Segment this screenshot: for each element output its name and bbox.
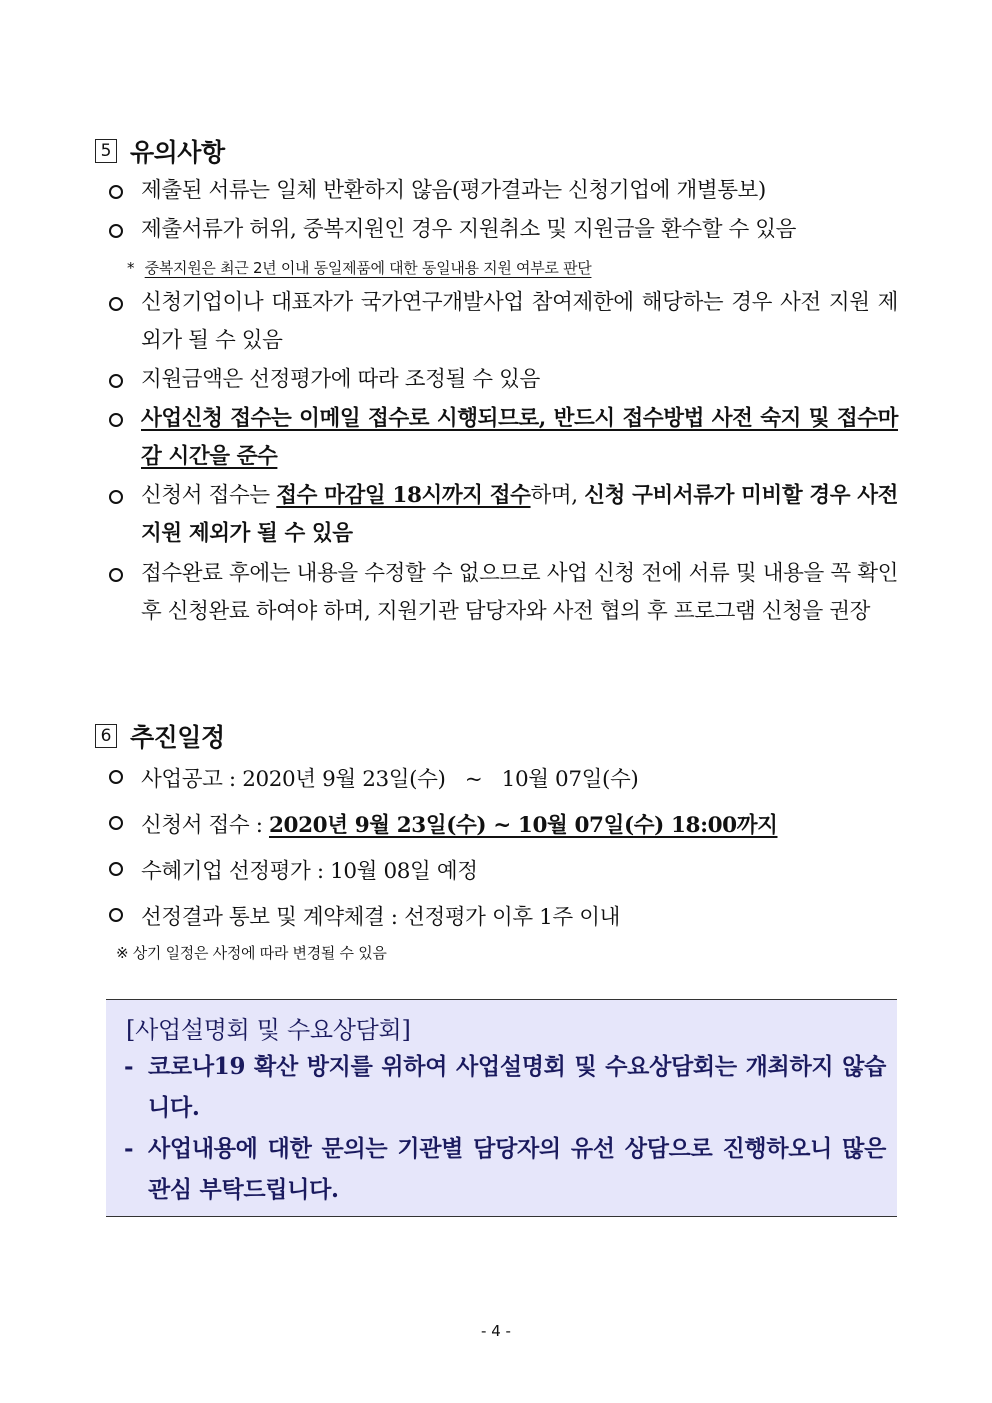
- footnote: [127, 257, 591, 278]
- schedule-item: 수혜기업 선정평가 : 10월 08일 예정: [108, 854, 478, 885]
- notice-item: - 코로나19 확산 방지를 위하여 사업설명회 및 수요상담회는 개최하지 않습니다.: [124, 1046, 886, 1128]
- list-item: 지원금액은 선정평가에 따라 조정될 수 있음: [108, 361, 898, 399]
- section-number-box: 5: [95, 139, 117, 163]
- circle-bullet-icon: [109, 908, 123, 922]
- schedule-item: 사업공고 : 2020년 9월 23일(수) ~ 10월 07일(수): [108, 762, 638, 793]
- circle-bullet-icon: [109, 568, 123, 582]
- page-number: - 4 -: [481, 1322, 511, 1340]
- schedule-item: 신청서 접수 : 2020년 9월 23일(수) ~ 10월 07일(수) 18:00까지: [108, 808, 777, 839]
- list-item: 제출된 서류는 일체 반환하지 않음(평가결과는 신청기업에 개별통보): [108, 172, 898, 210]
- notice-item: - 사업내용에 대한 문의는 기관별 담당자의 유선 상담으로 진행하오니 많은 관심 부탁드립니다.: [124, 1128, 886, 1210]
- schedule-note: ※ 상기 일정은 사정에 따라 변경될 수 있음: [116, 944, 387, 962]
- notice-box: [106, 999, 897, 1217]
- section-number-box: 6: [95, 724, 117, 748]
- dash-bullet: -: [124, 1053, 134, 1080]
- footnote-text: 중복지원은 최근 2년 이내 동일제품에 대한 동일내용 지원 여부로 판단: [144, 259, 592, 277]
- circle-bullet-icon: [109, 297, 123, 311]
- circle-bullet-icon: [109, 770, 123, 784]
- list-item: 사업신청 접수는 이메일 접수로 시행되므로, 반드시 접수방법 사전 숙지 및 접수마감 시간을 준수: [108, 400, 898, 476]
- list-item: 신청서 접수는 접수 마감일 18시까지 접수하며, 신청 구비서류가 미비할 경우 사전 지원 제외가 될 수 있음: [108, 477, 898, 553]
- circle-bullet-icon: [109, 490, 123, 504]
- notice-title: [사업설명회 및 수요상담회]: [126, 1016, 411, 1044]
- circle-bullet-icon: [109, 413, 123, 427]
- circle-bullet-icon: [109, 224, 123, 238]
- schedule-item: 선정결과 통보 및 계약체결 : 선정평가 이후 1주 이내: [108, 900, 620, 931]
- dash-bullet: -: [124, 1135, 134, 1162]
- circle-bullet-icon: [109, 374, 123, 388]
- circle-bullet-icon: [109, 185, 123, 199]
- asterisk-icon: *: [127, 259, 135, 277]
- circle-bullet-icon: [109, 816, 123, 830]
- section-5-heading: [95, 133, 225, 169]
- section-6-heading: [95, 718, 225, 754]
- list-item: 제출서류가 허위, 중복지원인 경우 지원취소 및 지원금을 환수할 수 있음: [108, 211, 898, 249]
- section-title: 유의사항: [130, 138, 225, 167]
- list-item: 접수완료 후에는 내용을 수정할 수 없으므로 사업 신청 전에 서류 및 내용을 꼭 확인 후 신청완료 하여야 하며, 지원기관 담당자와 사전 협의 후 프로그램 신청을 권장: [108, 555, 898, 631]
- section-title: 추진일정: [130, 723, 225, 752]
- list-item: 신청기업이나 대표자가 국가연구개발사업 참여제한에 해당하는 경우 사전 지원 제외가 될 수 있음: [108, 284, 898, 360]
- circle-bullet-icon: [109, 862, 123, 876]
